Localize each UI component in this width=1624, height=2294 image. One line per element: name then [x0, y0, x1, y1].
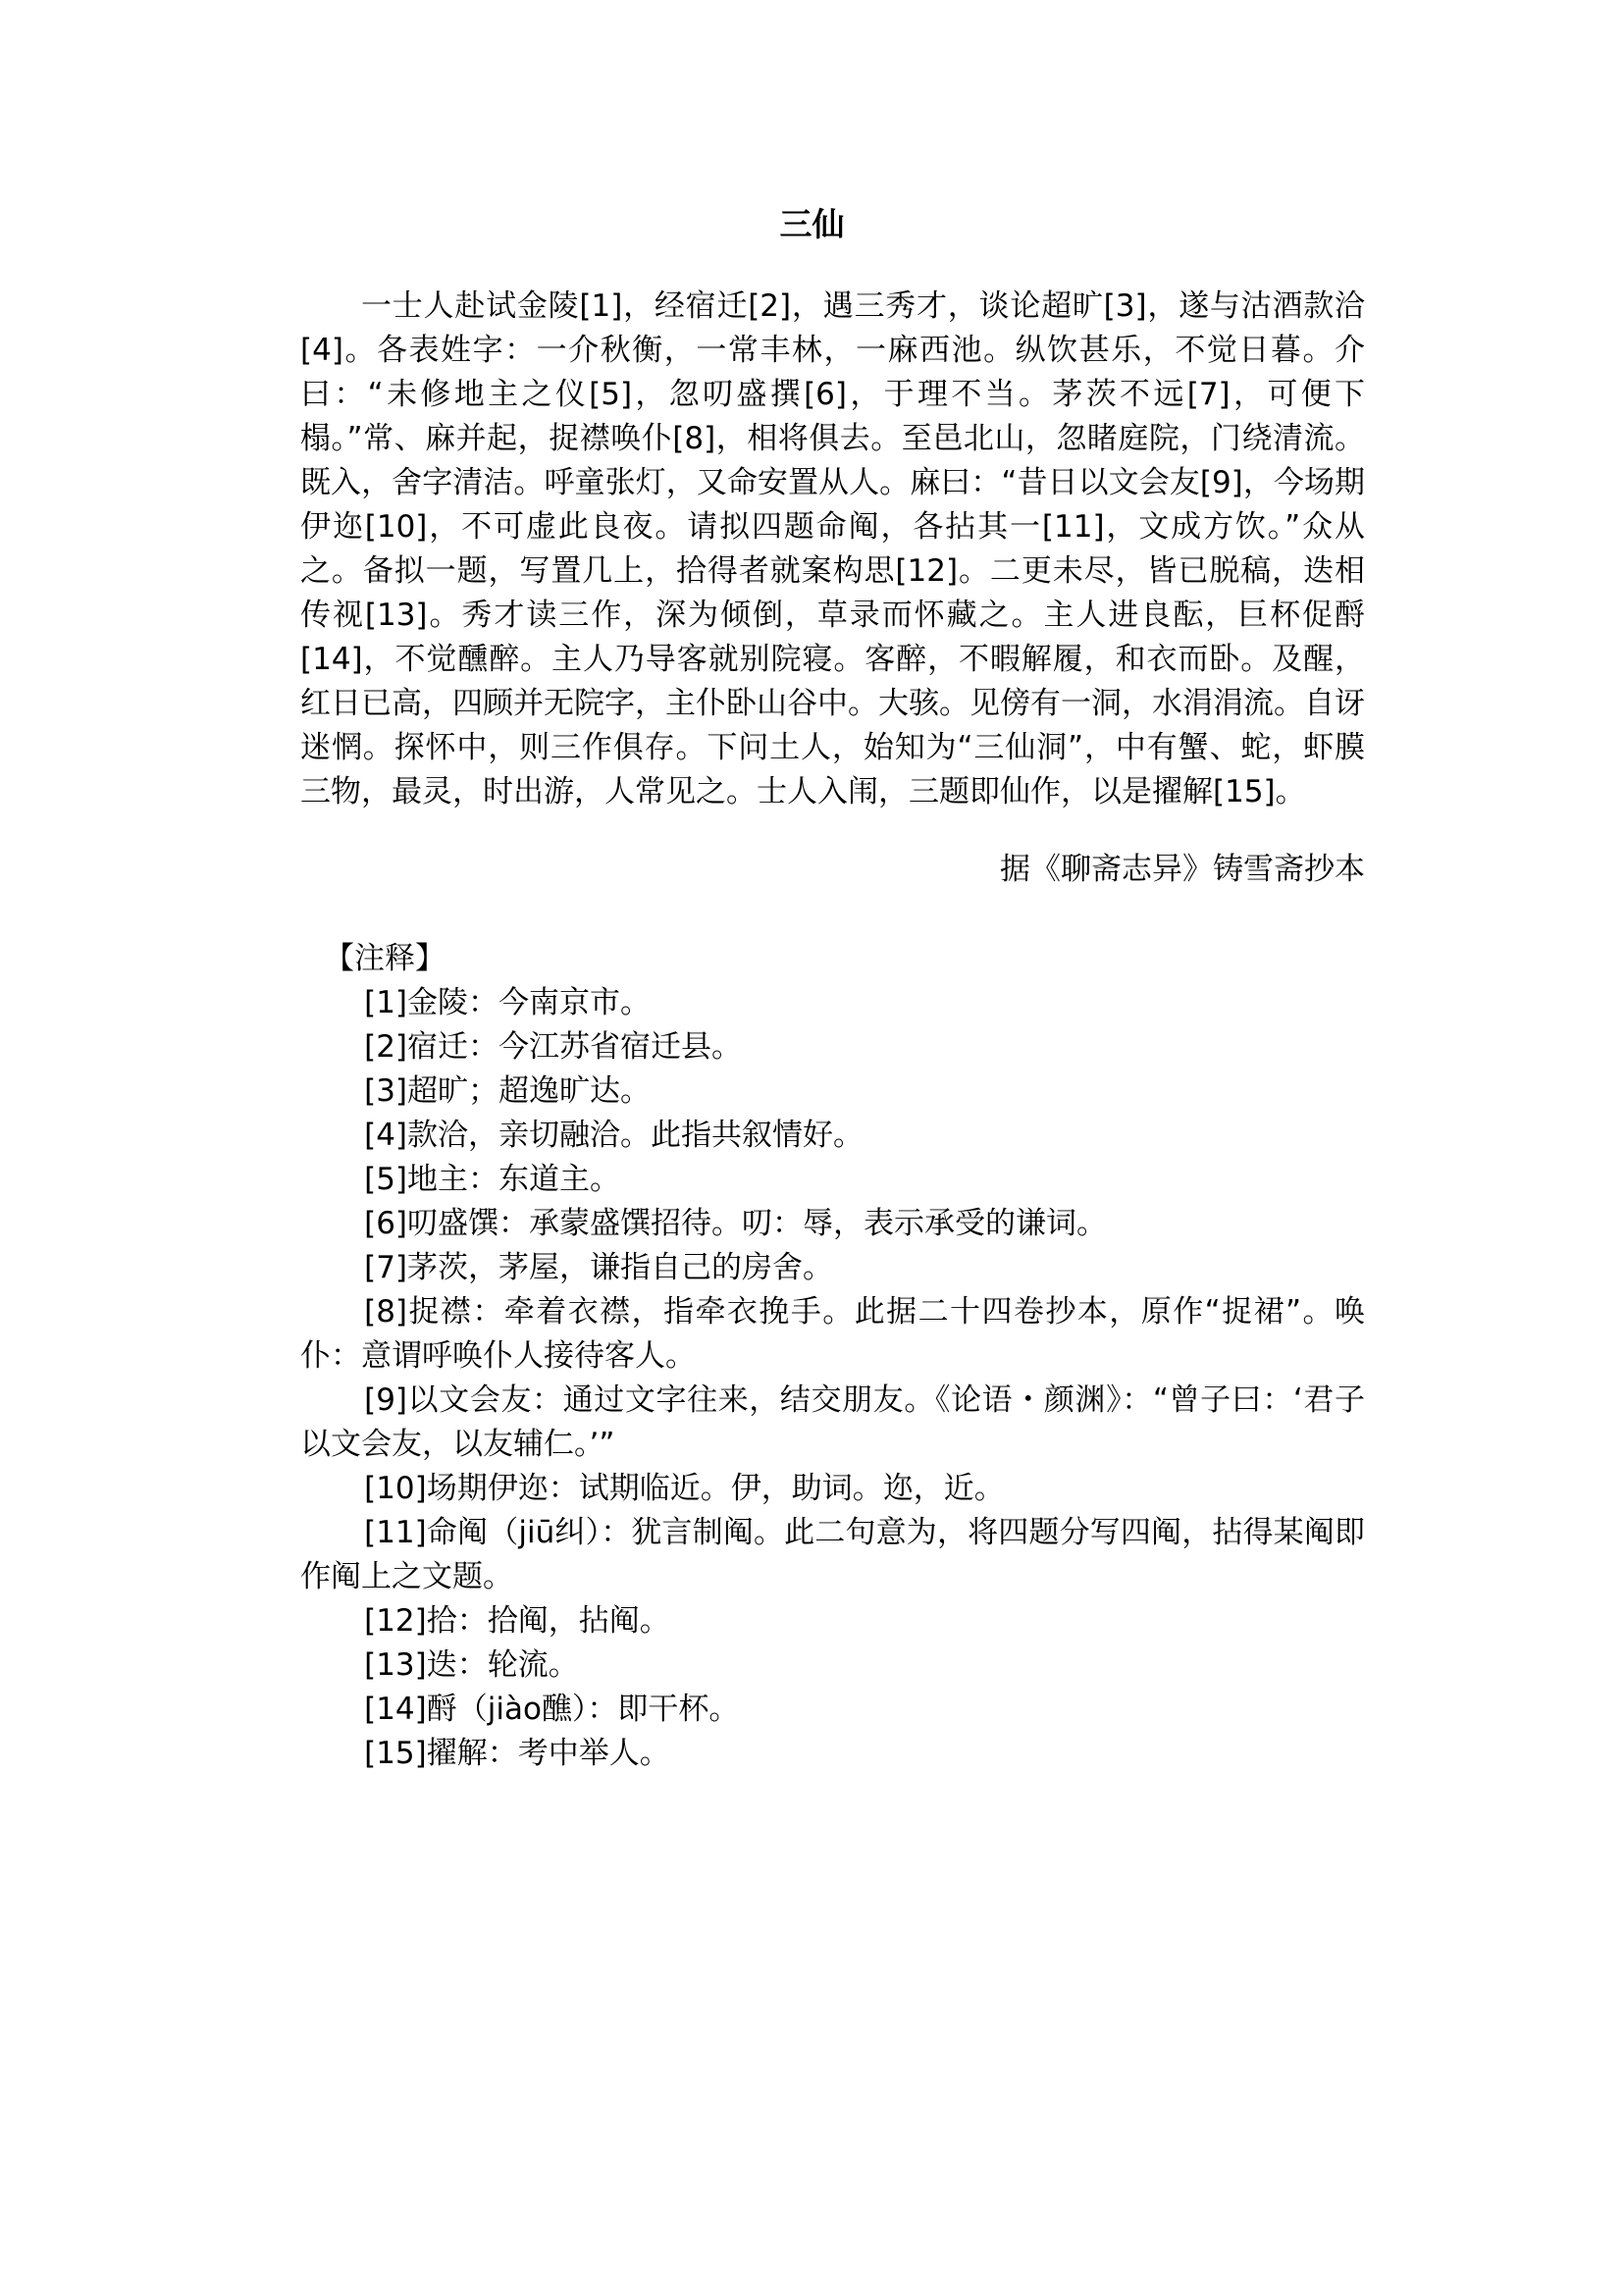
note-item: [3]超旷；超逸旷达。: [364, 1073, 652, 1109]
note-item: [2]宿迁：今江苏省宿迁县。: [364, 1029, 743, 1065]
story-text: 一士人赴试金陵[1]，经宿迁[2]，遇三秀才，谈论超旷[3]，遂与沽酒款洽[4]。各表姓字：一介秋衡，一常丰林，一麻西池。纵饮甚乐，不觉日暮。介曰：“未修地主之仪[5]，忽叨盛撰[6]，于理不当。茅茨不远[7]，可便下榻。”常、麻并起，捉襟唤仆[8]，相将俱去。至邑北山，忽睹庭院，门绕清流。既入，舍字清洁。呼童张灯，又命安置从人。麻曰：“昔日以文会友[9]，今场期伊迩[10]，不可虚此良夜。请拟四题命阄，各拈其一[11]，文成方饮。”众从之。备拟一题，写置几上，拾得者就案构思[12]。二更未尽，皆已脱稿，迭相传视[13]。秀才读三作，深为倾倒，草录而怀藏之。主人进良酝，巨杯促酹[14]，不觉醺醉。主人乃导客就别院寝。客醉，不暇解履，和衣而卧。及醒，红日已高，四顾并无院字，主仆卧山谷中。大骇。见傍有一洞，水涓涓流。自讶迷惘。探怀中，则三作俱存。下问土人，始知为“三仙洞”，中有蟹、蛇，虾膜三物，最灵，时出游，人常见之。士人入闱，三题即仙作，以是擢解[15]。: [300, 288, 1365, 809]
source-citation: 据《聊斋志异》铸雪斋抄本: [1000, 852, 1365, 887]
note-item: [13]迭：轮流。: [364, 1647, 579, 1683]
notes-heading: 【注释】: [324, 941, 445, 976]
note-item: [4]款洽，亲切融洽。此指共叙情好。: [364, 1118, 864, 1153]
note-item: [12]拾：拾阄，拈阄。: [364, 1603, 670, 1639]
note-item: [1]金陵：今南京市。: [364, 985, 652, 1020]
note-item: [10]场期伊迩：试期临近。伊，助词。迩，近。: [364, 1471, 1005, 1506]
note-item: [9]以文会友：通过文字往来，结交朋友。《论语・颜渊》：“曾子曰：‘君子以文会友，以友辅仁。’”: [300, 1382, 1365, 1462]
note-item: [8]捉襟：牵着衣襟，指牵衣挽手。此据二十四卷抄本，原作“捉裙”。唤仆：意谓呼唤仆人接待客人。: [300, 1294, 1365, 1374]
note-item: [11]命阄（jiū纠）：犹言制阄。此二句意为，将四题分写四阄，拈得某阄即作阄上之文题。: [300, 1515, 1365, 1594]
note-item: [5]地主：东道主。: [364, 1162, 621, 1197]
note-item: [14]酹（jiào醮）：即干杯。: [364, 1692, 740, 1727]
page-title: 三仙: [779, 205, 845, 243]
notes-list: [300, 981, 1365, 1776]
note-item: [15]擢解：考中举人。: [364, 1736, 670, 1771]
note-item: [6]叨盛馔：承蒙盛馔招待。叨：辱，表示承受的谦词。: [364, 1206, 1108, 1241]
note-item: [7]茅茨，茅屋，谦指自己的房舍。: [364, 1250, 834, 1285]
